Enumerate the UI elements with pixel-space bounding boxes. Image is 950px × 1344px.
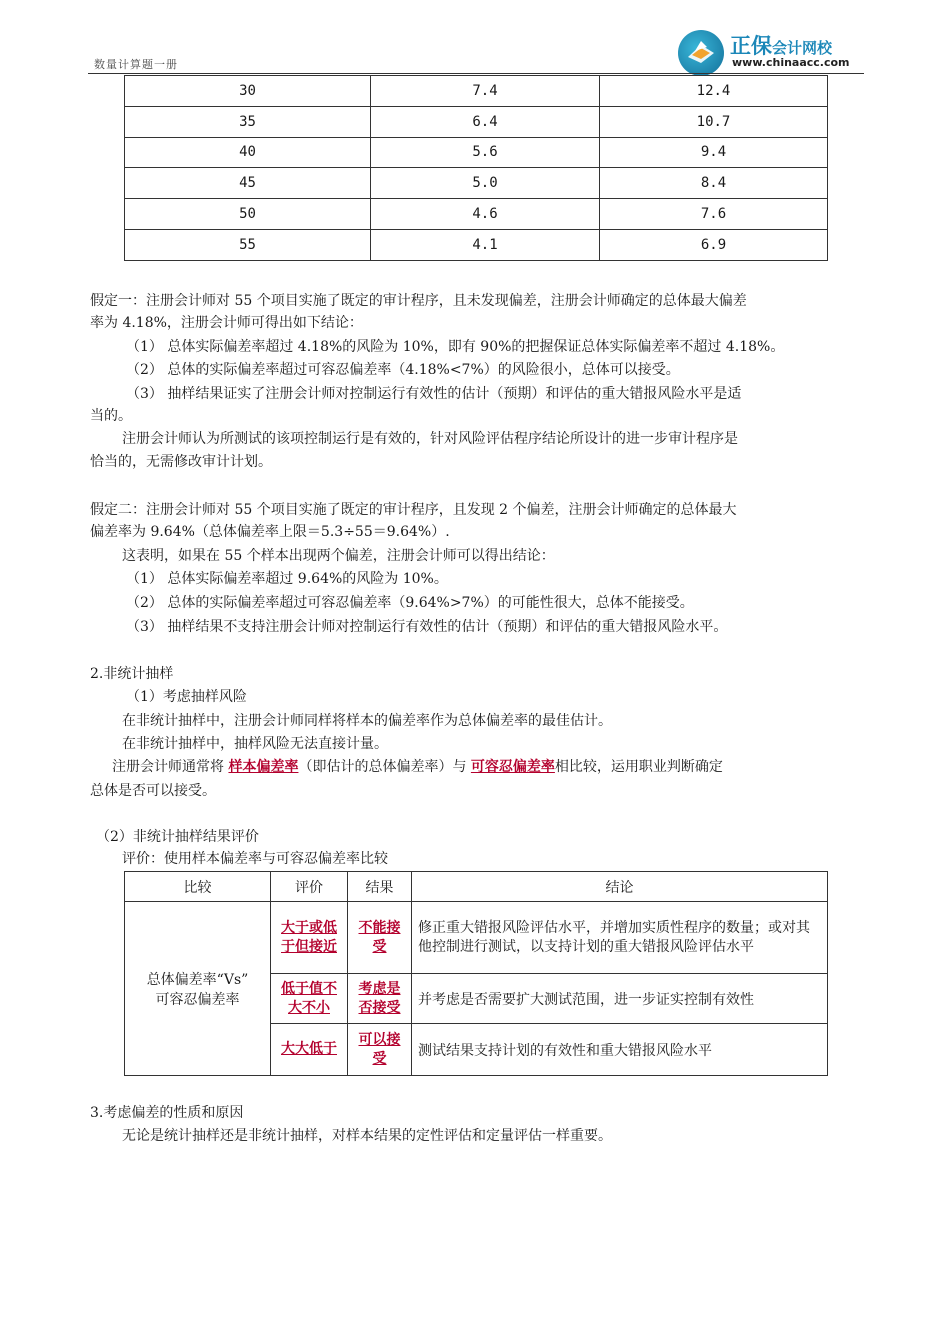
table-cell: 4.1	[371, 229, 600, 260]
table-cell: 7.4	[371, 76, 600, 107]
header-eval: 评价	[271, 872, 348, 902]
compare-cell	[125, 902, 271, 1076]
assumption1-item1: （1） 总体实际偏差率超过 4.18%的风险为 10%，即有 90%的把握保证总体实际偏差率不超过 4.18%。	[126, 339, 785, 355]
table-cell: 7.6	[600, 199, 828, 230]
eval-cell: 大于或低于但接近	[271, 902, 348, 974]
header-conclusion: 结论	[412, 872, 828, 902]
brand-small: 会计网校	[772, 39, 833, 57]
section2-p2: 在非统计抽样中，抽样风险无法直接计量。	[122, 736, 388, 752]
table-cell: 30	[125, 76, 371, 107]
table-row	[125, 168, 828, 199]
section2-p3-line2: 总体是否可以接受。	[90, 783, 216, 799]
header-left-text: 数量计算题一册	[94, 58, 178, 71]
table-row	[125, 199, 828, 230]
p3-post: 相比较，运用职业判断确定	[554, 759, 723, 775]
compare-line2: 可容忍偏差率	[155, 991, 240, 1008]
graduation-book-icon	[678, 30, 724, 76]
assumption1-item3a: （3） 抽样结果证实了注册会计师对控制运行有效性的估计（预期）和评估的重大错报风险水平是适	[126, 386, 742, 402]
table-cell: 6.4	[371, 106, 600, 137]
compare-line1: 总体偏差率“Vs”	[146, 971, 249, 988]
table-cell: 8.4	[600, 168, 828, 199]
assumption2-line1: 假定二：注册会计师对 55 个项目实施了既定的审计程序，且发现 2 个偏差，注册会计师确定的总体最大	[90, 502, 737, 518]
section2-p3	[112, 757, 723, 777]
assumption2-item2: （2） 总体的实际偏差率超过可容忍偏差率（9.64%>7%）的可能性很大，总体不能接受。	[126, 595, 694, 611]
table-row	[125, 229, 828, 260]
brand-url: www.chinaacc.com	[732, 56, 850, 69]
assumption1-item3b: 当的。	[90, 408, 132, 424]
table-row	[125, 137, 828, 168]
p3-pre: 注册会计师通常将	[112, 759, 229, 775]
assumption1-line1: 假定一：注册会计师对 55 个项目实施了既定的审计程序，且未发现偏差，注册会计师确定的总体最大偏差	[90, 293, 747, 309]
table-cell: 5.6	[371, 137, 600, 168]
assumption2-line2: 偏差率为 9.64%（总体偏差率上限＝5.3÷55＝9.64%）.	[90, 524, 450, 540]
eval-cell: 大大低于	[271, 1024, 348, 1076]
highlight-tolerable-rate: 可容忍偏差率	[470, 759, 555, 775]
section3-p1: 无论是统计抽样还是非统计抽样，对样本结果的定性评估和定量评估一样重要。	[122, 1128, 612, 1144]
table-cell: 12.4	[600, 76, 828, 107]
highlight-sample-rate: 样本偏差率	[228, 759, 299, 775]
table-cell: 35	[125, 106, 371, 137]
header-compare: 比较	[125, 872, 271, 902]
table-cell: 50	[125, 199, 371, 230]
assumption2-line3: 这表明，如果在 55 个样本出现两个偏差，注册会计师可以得出结论：	[122, 548, 555, 564]
table-cell: 45	[125, 168, 371, 199]
table-cell: 10.7	[600, 106, 828, 137]
table-cell: 9.4	[600, 137, 828, 168]
table-row	[125, 76, 828, 107]
section2-sub2-desc: 评价：使用样本偏差率与可容忍偏差率比较	[122, 851, 388, 867]
result-cell: 考虑是否接受	[348, 974, 412, 1024]
table-cell: 40	[125, 137, 371, 168]
p3-mid: （即估计的总体偏差率）与	[298, 759, 471, 775]
table-cell: 4.6	[371, 199, 600, 230]
table-cell: 5.0	[371, 168, 600, 199]
assumption1-conclusion1: 注册会计师认为所测试的该项控制运行是有效的，针对风险评估程序结论所设计的进一步审计程序是	[122, 431, 738, 447]
assumption1-conclusion2: 恰当的，无需修改审计计划。	[90, 454, 272, 470]
header-result: 结果	[348, 872, 412, 902]
table-cell: 55	[125, 229, 371, 260]
result-cell: 可以接受	[348, 1024, 412, 1076]
conclusion-cell: 修正重大错报风险评估水平，并增加实质性程序的数量；或对其他控制进行测试，以支持计划的重大错报风险评估水平	[412, 902, 828, 974]
conclusion-cell: 并考虑是否需要扩大测试范围，进一步证实控制有效性	[412, 974, 828, 1024]
section2-p1: 在非统计抽样中，注册会计师同样将样本的偏差率作为总体偏差率的最佳估计。	[122, 713, 612, 729]
section2-heading: 2.非统计抽样	[90, 666, 174, 682]
table-row	[125, 106, 828, 137]
conclusion-cell: 测试结果支持计划的有效性和重大错报风险水平	[412, 1024, 828, 1076]
section2-sub1: （1）考虑抽样风险	[126, 689, 247, 705]
assumption2-item1: （1） 总体实际偏差率超过 9.64%的风险为 10%。	[126, 571, 448, 587]
eval-cell: 低于值不大不小	[271, 974, 348, 1024]
assumption1-line2: 率为 4.18%，注册会计师可得出如下结论：	[90, 315, 363, 331]
header-divider	[88, 73, 864, 74]
sample-size-table	[124, 75, 828, 261]
result-cell: 不能接受	[348, 902, 412, 974]
assumption2-item3: （3） 抽样结果不支持注册会计师对控制运行有效性的估计（预期）和评估的重大错报风险水平。	[126, 619, 728, 635]
section3-heading: 3.考虑偏差的性质和原因	[90, 1105, 244, 1121]
evaluation-table	[124, 871, 828, 1076]
page-header	[88, 22, 864, 76]
section2-sub2: （2）非统计抽样结果评价	[96, 829, 259, 845]
assumption1-item2: （2） 总体的实际偏差率超过可容忍偏差率（4.18%<7%）的风险很小，总体可以接受。	[126, 362, 680, 378]
brand-big: 正保	[730, 34, 772, 58]
table-cell: 6.9	[600, 229, 828, 260]
